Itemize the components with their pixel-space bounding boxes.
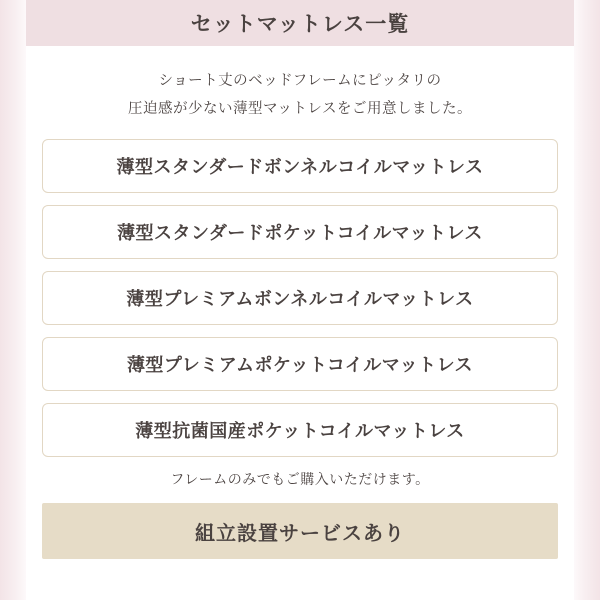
- decorative-right-border: [574, 0, 600, 600]
- mattress-list: [42, 139, 558, 457]
- list-item-label: 薄型スタンダードボンネルコイルマットレス: [116, 157, 484, 178]
- list-item[interactable]: [42, 139, 558, 193]
- frame-only-note: フレームのみでもご購入いただけます。: [170, 471, 430, 488]
- list-item-label: 薄型スタンダードポケットコイルマットレス: [117, 223, 483, 244]
- list-item-label: 薄型抗菌国産ポケットコイルマットレス: [135, 421, 465, 442]
- list-item[interactable]: [42, 271, 558, 325]
- list-item[interactable]: [42, 403, 558, 457]
- page-title-bar: [26, 0, 574, 46]
- decorative-left-border: [0, 0, 26, 600]
- list-item-label: 薄型プレミアムボンネルコイルマットレス: [126, 289, 474, 310]
- assembly-service-banner: [42, 503, 558, 559]
- list-item[interactable]: [42, 337, 558, 391]
- page-title: セットマットレス一覧: [190, 13, 410, 36]
- page-content: [26, 0, 574, 600]
- assembly-service-label: 組立設置サービスあり: [195, 522, 405, 545]
- lead-paragraph: [26, 68, 574, 123]
- list-item-label: 薄型プレミアムポケットコイルマットレス: [126, 355, 474, 376]
- lead-line-2: 圧迫感が少ない薄型マットレスをご用意しました。: [128, 100, 472, 117]
- lead-line-1: ショート丈のベッドフレームにピッタリの: [158, 73, 442, 89]
- list-item[interactable]: [42, 205, 558, 259]
